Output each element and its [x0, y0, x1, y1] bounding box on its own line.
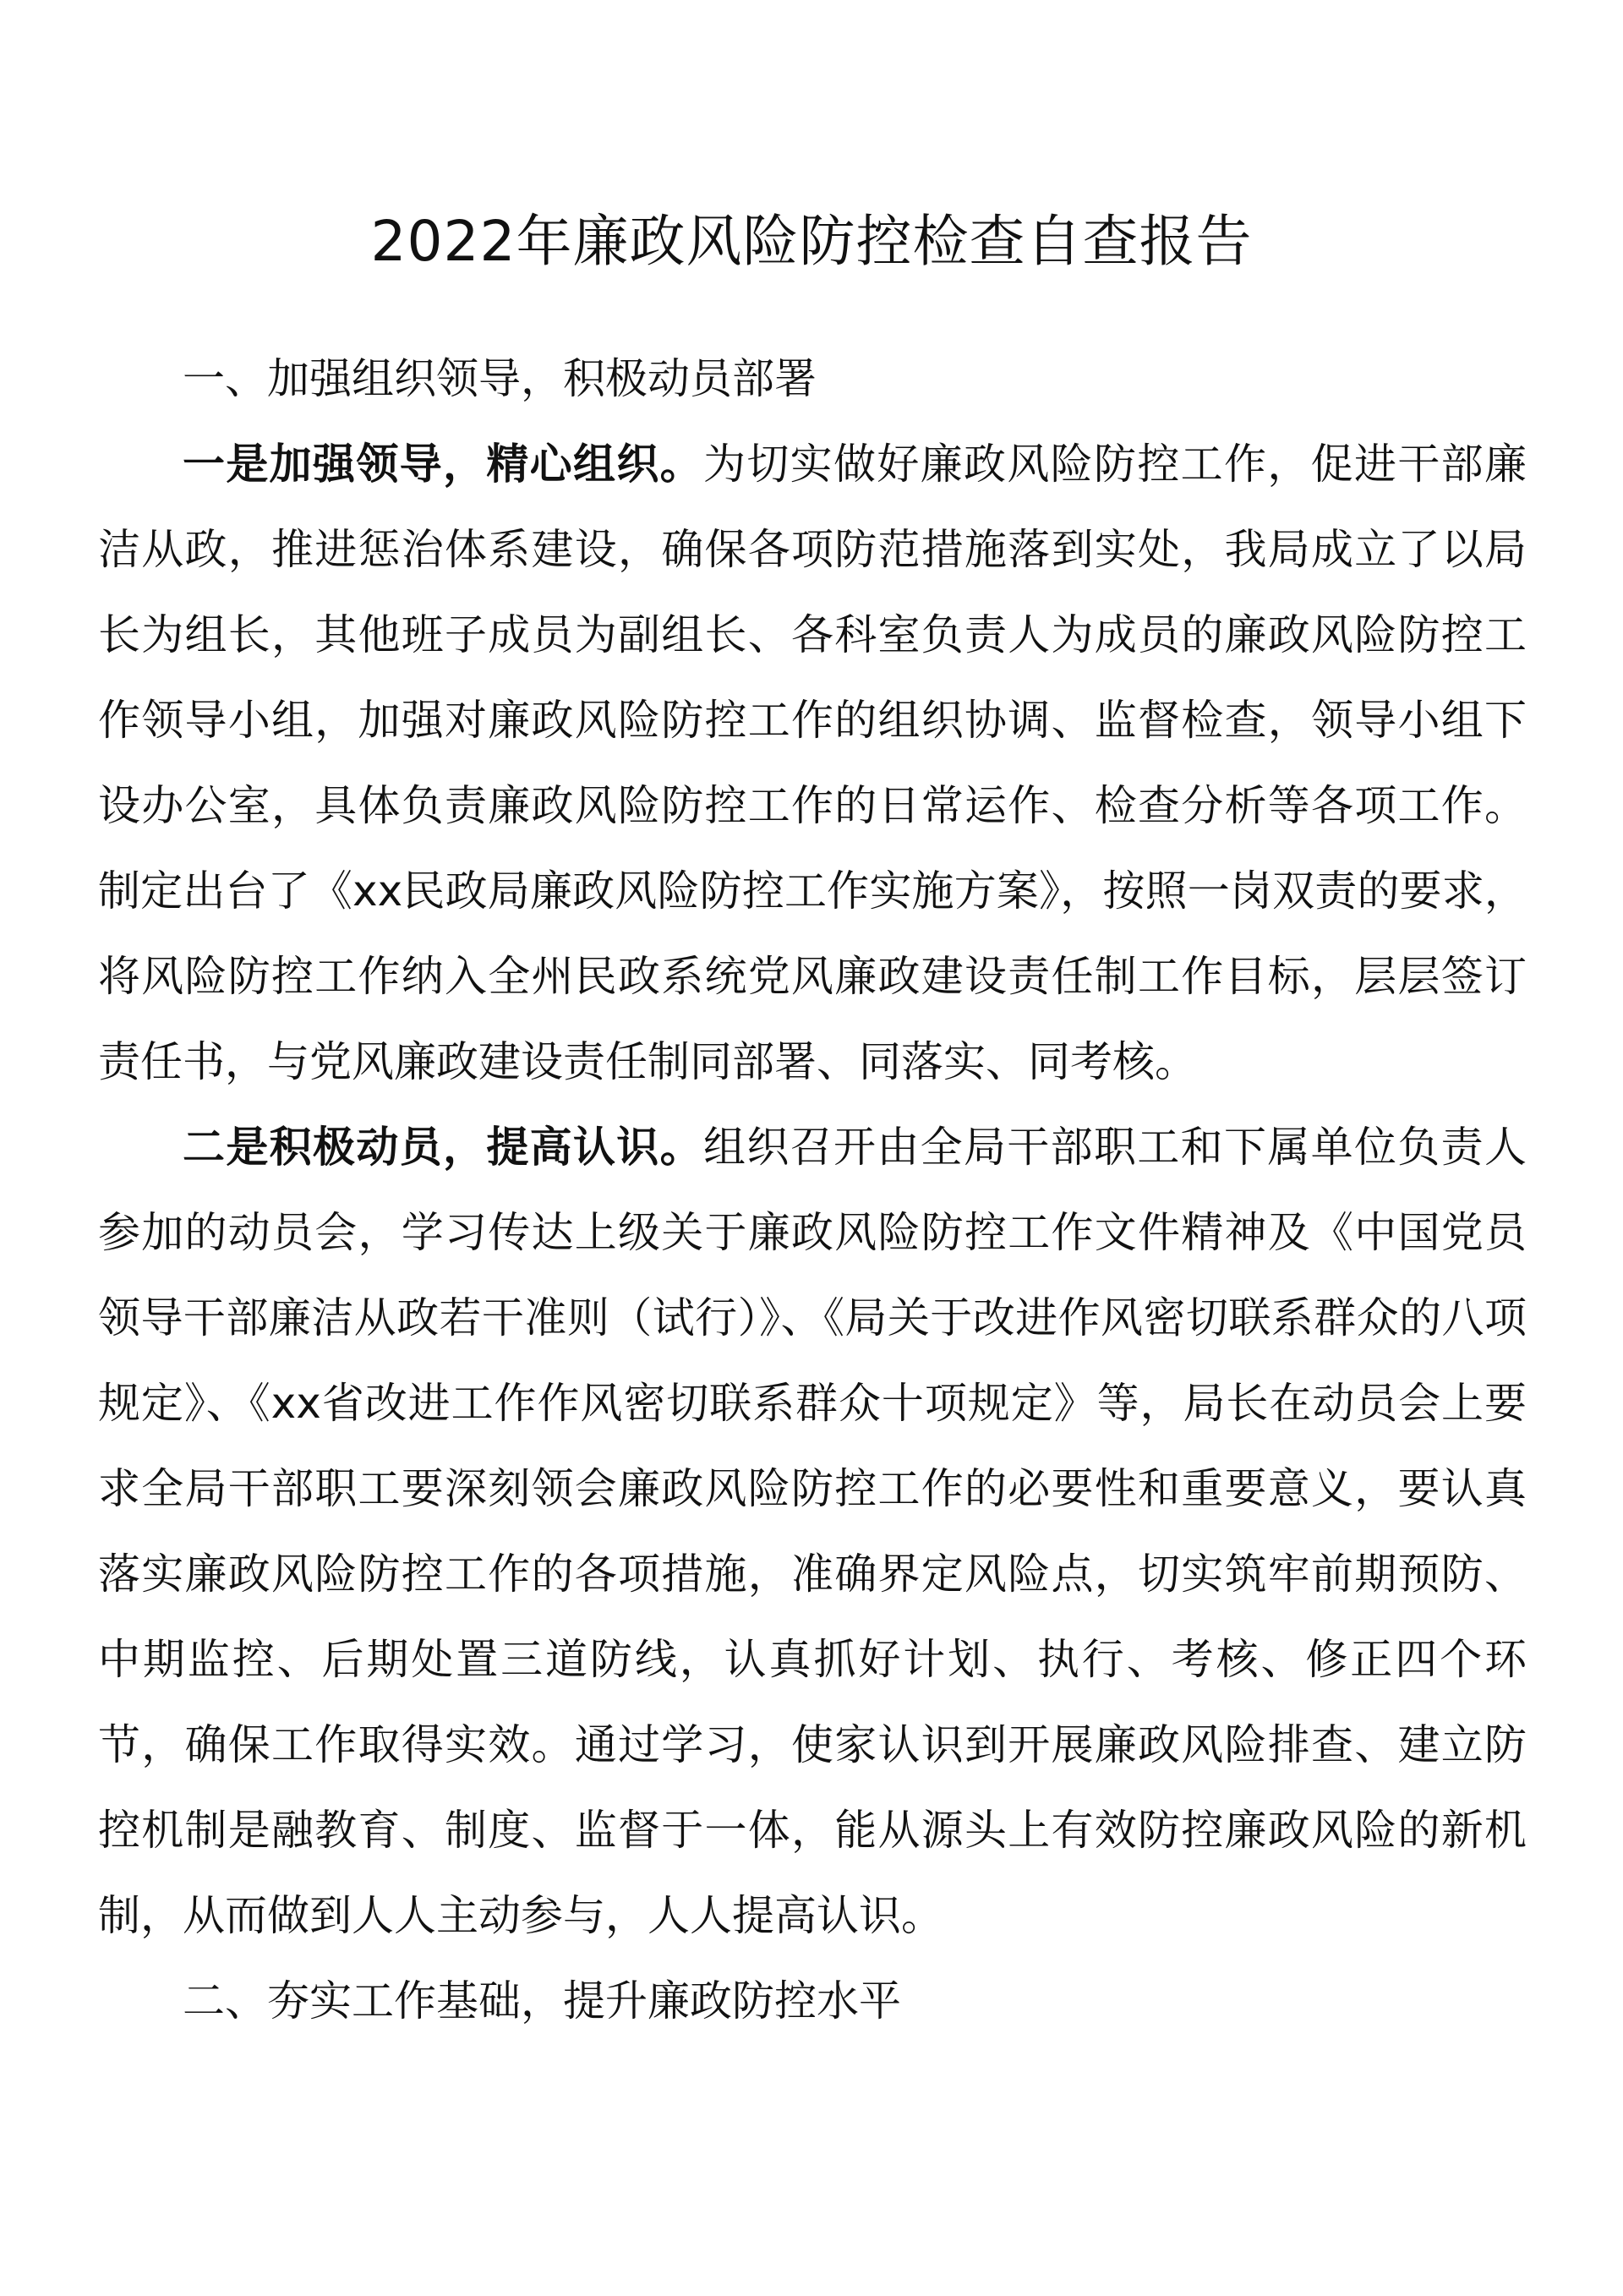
section-heading-1: 一、加强组织领导，积极动员部署 — [183, 354, 817, 403]
document-body — [98, 336, 1527, 2044]
paragraph-1 — [98, 422, 1527, 1105]
paragraph-1-lead: 一是加强领导，精心组织。 — [183, 440, 703, 489]
paragraph-2-lead: 二是积极动员，提高认识。 — [183, 1123, 703, 1172]
document-title: 2022年廉政风险防控检查自查报告 — [370, 209, 1253, 274]
paragraph-2 — [98, 1105, 1527, 1959]
section-heading-2: 二、夯实工作基础，提升廉政防控水平 — [183, 1976, 901, 2025]
paragraph-2-text: 组织召开由全局干部职工和下属单位负责人参加的动员会，学习传达上级关于廉政风险防控工作文件精神及《中国党员领导干部廉洁从政若干准则（试行）》、《局关于改进作风密切联系群众的八项规定》、《xx省改进工作作风密切联系群众十项规定》等，局长在动员会上要求全局干部职工要深刻领会廉政风险防控工作的必要性和重要意义，要认真落实廉政风险防控工作的各项措施，准确界定风险点，切实筑牢前期预防、中期监控、后期处置三道防线，认真抓好计划、执行、考核、修正四个环节，确保工作取得实效。通过学习，使家认识到开展廉政风险排查、建立防控机制是融教育、制度、监督于一体，能从源头上有效防控廉政风险的新机制，从而做到人人主动参与，人人提高认识。 — [98, 1123, 1527, 1940]
paragraph-1-text: 为切实做好廉政风险防控工作，促进干部廉洁从政，推进惩治体系建设，确保各项防范措施落到实处，我局成立了以局长为组长，其他班子成员为副组长、各科室负责人为成员的廉政风险防控工作领导小组，加强对廉政风险防控工作的组织协调、监督检查，领导小组下设办公室，具体负责廉政风险防控工作的日常运作、检查分析等各项工作。制定出台了《xx民政局廉政风险防控工作实施方案》，按照一岗双责的要求，将风险防控工作纳入全州民政系统党风廉政建设责任制工作目标，层层签订责任书，与党风廉政建设责任制同部署、同落实、同考核。 — [98, 440, 1527, 1086]
